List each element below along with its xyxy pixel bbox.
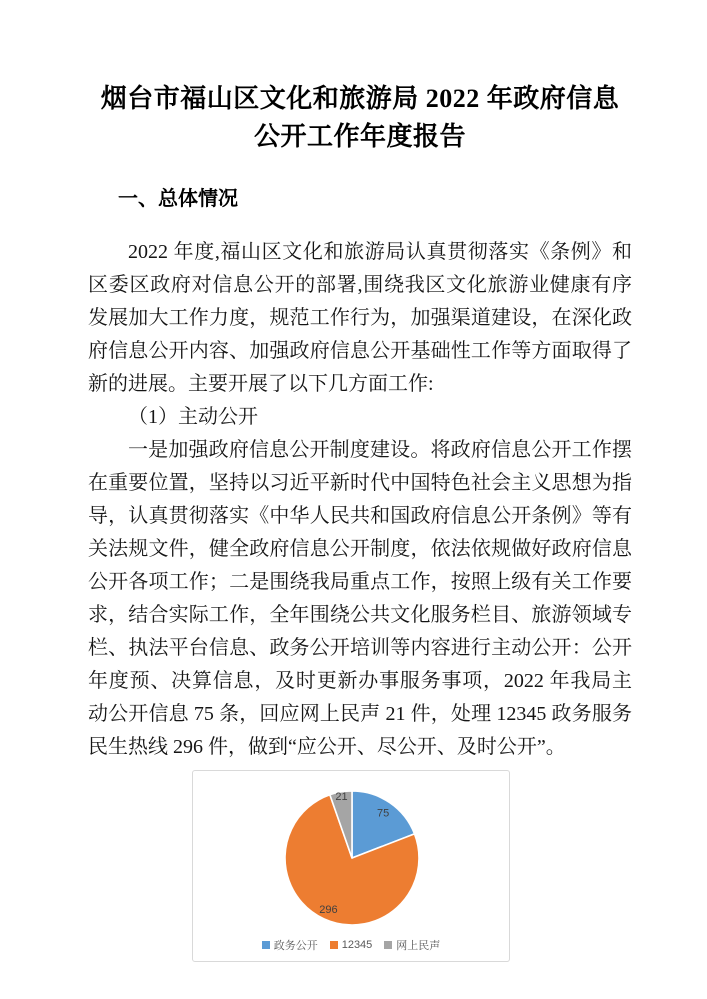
pie-data-label: 75 xyxy=(376,807,390,820)
chart-legend xyxy=(193,937,509,953)
paragraph-overview: 2022 年度,福山区文化和旅游局认真贯彻落实《条例》和区委区政府对信息公开的部署,围绕我区文化旅游业健康有序发展加大工作力度，规范工作行为，加强渠道建设，在深化政府信息公开内容、加强政府信息公开基础性工作等方面取得了新的进展。主要开展了以下几方面工作: xyxy=(88,241,632,395)
document-title xyxy=(88,80,632,156)
legend-swatch xyxy=(262,941,270,949)
legend-label: 网上民声 xyxy=(396,940,441,952)
legend-swatch xyxy=(330,941,338,949)
pie-data-label: 21 xyxy=(335,790,348,803)
legend-swatch xyxy=(384,941,392,949)
document-title-line-1: 烟台市福山区文化和旅游局 2022 年政府信息 xyxy=(100,84,620,113)
legend-label: 政务公开 xyxy=(273,940,318,952)
document-title-line-2: 公开工作年度报告 xyxy=(253,122,466,151)
pie-chart-svg xyxy=(193,771,509,935)
legend-label: 12345 xyxy=(341,939,373,951)
legend-item-zhengwugongkai xyxy=(262,937,318,953)
legend-item-wangshangminsheng xyxy=(384,937,440,953)
section-heading-overall-situation: 一、总体情况 xyxy=(118,188,238,210)
paragraph-subheading-active-disclosure: （1）主动公开 xyxy=(128,406,258,428)
pie-data-label: 296 xyxy=(319,904,338,917)
pie-chart-container xyxy=(192,770,510,962)
paragraph-active-disclosure-detail: 一是加强政府信息公开制度建设。将政府信息公开工作摆在重要位置，坚持以习近平新时代中国特色社会主义思想为指导，认真贯彻落实《中华人民共和国政府信息公开条例》等有关法规文件，健全政府信息公开制度，依法依规做好政府信息公开各项工作；二是围绕我局重点工作，按照上级有关工作要求，结合实际工作，全年围绕公共文化服务栏目、旅游领域专栏、执法平台信息、政务公开培训等内容进行主动公开：公开年度预、决算信息，及时更新办事服务事项，2022 年我局主动公开信息 75 条，回应网上民声 21 件，处理 12345 政务服务民生热线 296 件，做到“应公开、尽公开、及时公开”。 xyxy=(88,439,632,758)
document-body xyxy=(88,236,632,764)
legend-item-12345 xyxy=(330,939,373,951)
